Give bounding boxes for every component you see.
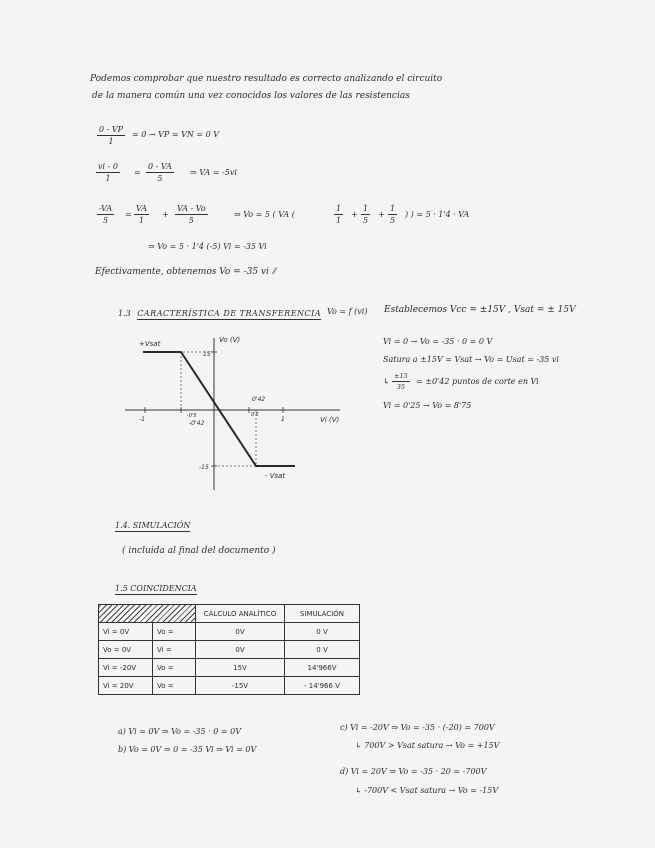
table-cell: Vi = -20V	[99, 659, 153, 677]
eq3-f3	[175, 204, 208, 225]
section-14-note: ( incluida al final del documento )	[122, 546, 276, 556]
eq3-g1-denominator: 1	[336, 216, 342, 225]
case-c: c) Vi = -20V ⇒ Vo = -35 · (-20) = 700V	[340, 723, 495, 732]
table-cell: 14'966V	[285, 659, 360, 677]
vsat-neg-label: - Vsat	[265, 472, 286, 480]
table-cell: Vo =	[153, 623, 196, 641]
eq2-right-numerator: 0 - VA	[148, 162, 172, 171]
case-c-result: ↳ 700V > Vsat satura → Vo = +15V	[355, 741, 500, 750]
eq2-right-denominator: 5	[157, 174, 163, 183]
table-cell: Vo = 0V	[99, 641, 153, 659]
eq3-g2	[361, 204, 370, 225]
tick-label-m1: -1	[139, 416, 145, 423]
section-15-title	[115, 585, 197, 593]
note-3-arrow: ↳	[383, 377, 390, 386]
note-1: Vi = 0 → Vo = -35 · 0 = 0 V	[383, 337, 493, 346]
x-axis-label: Vi (V)	[320, 416, 340, 424]
supply-values: Establecemos Vcc = ±15V , Vsat = ± 15V	[384, 305, 576, 315]
transfer-characteristic-graph	[115, 330, 355, 495]
note-3-numerator: ±15	[394, 372, 408, 380]
eq1-fraction	[97, 125, 125, 146]
tick-label-042: 0'42	[252, 396, 266, 403]
intro-line-1: Podemos comprobar que nuestro resultado es correcto analizando el circuito	[90, 74, 443, 84]
transfer-function: Vo = f (vi)	[327, 307, 368, 316]
table-row	[99, 659, 360, 677]
vsat-pos-label: +Vsat	[139, 340, 161, 348]
eq2-right-fraction	[146, 162, 174, 183]
eq3-g1	[334, 204, 343, 225]
table-cell: Vo =	[153, 677, 196, 695]
eq3-f2	[134, 204, 149, 225]
eq3-f2-denominator: 1	[138, 216, 145, 225]
table-cell: Vi = 0V	[99, 623, 153, 641]
table-cell: -15V	[196, 677, 285, 695]
eq3-plus-2: +	[351, 210, 358, 219]
eq4: ⇒ Vo = 5 · 1'4 (-5) Vi = -35 Vi	[148, 242, 267, 251]
table-cell: 15V	[196, 659, 285, 677]
eq2-left-numerator: vi - 0	[98, 162, 118, 171]
intro-line-2: de la manera común una vez conocidos los valores de las resistencias	[92, 91, 410, 101]
transfer-curve	[143, 352, 295, 466]
case-a: a) Vi = 0V ⇒ Vo = -35 · 0 = 0V	[118, 727, 241, 736]
y-axis-label: Vo (V)	[219, 336, 241, 344]
tick-label-15: 15	[203, 351, 211, 358]
table-header-row	[99, 605, 360, 623]
eq3-g2-numerator: 1	[363, 204, 369, 213]
eq3-plus: +	[162, 210, 169, 219]
tick-label-m042: -0'42	[189, 420, 205, 427]
table-cell: 0V	[196, 641, 285, 659]
eq3-g3-denominator: 5	[390, 216, 396, 225]
table-cell: 0 V	[285, 623, 360, 641]
section-13-title: CARACTERÍSTICA DE TRANSFERENCIA	[137, 309, 322, 318]
eq1-numerator: 0 - VP	[99, 125, 124, 134]
table-row	[99, 677, 360, 695]
eq3-f1-numerator: -VA	[99, 204, 113, 213]
eq3-g2-denominator: 5	[363, 216, 369, 225]
note-2: Satura a ±15V = Vsat → Vo = Usat = -35 vi	[383, 355, 559, 364]
coincidence-table	[98, 604, 360, 695]
tick-label-1: 1	[281, 416, 285, 423]
note-3-fraction	[392, 372, 410, 391]
eq2-left-denominator: 1	[105, 174, 111, 183]
eq3-end: ) ) = 5 · 1'4 · VA	[405, 210, 470, 219]
eq3-middle: ⇒ Vo = 5 ( VA (	[234, 210, 295, 219]
tick-label-m05: -0'5	[187, 413, 197, 419]
eq3-f3-numerator: VA - Vo	[177, 204, 206, 213]
table-cell: Vi = 20V	[99, 677, 153, 695]
section-13-number: 1.3	[118, 309, 131, 318]
section-15-title-text: 1.5 COINCIDENCIA	[115, 584, 197, 593]
eq3-plus-3: +	[378, 210, 385, 219]
table-header-hatched	[99, 605, 196, 623]
eq3-g1-numerator: 1	[336, 204, 342, 213]
eq3-g3-numerator: 1	[390, 204, 396, 213]
eq2-left-fraction	[96, 162, 120, 183]
note-3-denominator: 35	[396, 383, 405, 391]
eq3-f3-denominator: 5	[188, 216, 194, 225]
section-14-title-text: 1.4. SIMULACIÓN	[115, 521, 191, 530]
table-cell: Vi =	[153, 641, 196, 659]
eq2-rest: ⇒ VA = -5vi	[190, 168, 237, 177]
case-d: d) Vi = 20V ⇒ Vo = -35 · 20 = -700V	[340, 767, 487, 776]
note-4: Vi = 0'25 → Vo = 8'75	[383, 401, 472, 410]
table-row	[99, 623, 360, 641]
eq3-f1-denominator: 5	[103, 216, 109, 225]
eq1-denominator: 1	[108, 137, 114, 146]
note-3-rest: = ±0'42 puntos de corte en Vi	[416, 377, 539, 386]
case-b: b) Vo = 0V ⇒ 0 = -35 Vi ⇒ Vi = 0V	[118, 745, 257, 754]
eq3-equals: =	[125, 210, 132, 219]
table-header-simulation: SIMULACIÓN	[285, 605, 360, 623]
case-d-result: ↳ -700V < Vsat satura → Vo = -15V	[355, 786, 499, 795]
table-cell: - 14'966 V	[285, 677, 360, 695]
eq2-equals: =	[134, 168, 141, 177]
eq3-f1	[97, 204, 114, 225]
conclusion: Efectivamente, obtenemos Vo = -35 vi ⫽	[95, 267, 276, 277]
eq3-f2-numerator: VA	[136, 204, 148, 213]
eq3-g3	[388, 204, 397, 225]
table-row	[99, 641, 360, 659]
tick-label-05: 0'5	[251, 412, 259, 418]
tick-label-m15: -15	[199, 464, 209, 471]
table-cell: 0 V	[285, 641, 360, 659]
table-header-analytic: CÁLCULO ANALÍTICO	[196, 605, 285, 623]
section-14-title	[115, 522, 190, 530]
eq1-rest: = 0 → VP = VN = 0 V	[132, 130, 220, 139]
table-cell: Vo =	[153, 659, 196, 677]
table-cell: 0V	[196, 623, 285, 641]
section-13-heading	[118, 310, 321, 318]
